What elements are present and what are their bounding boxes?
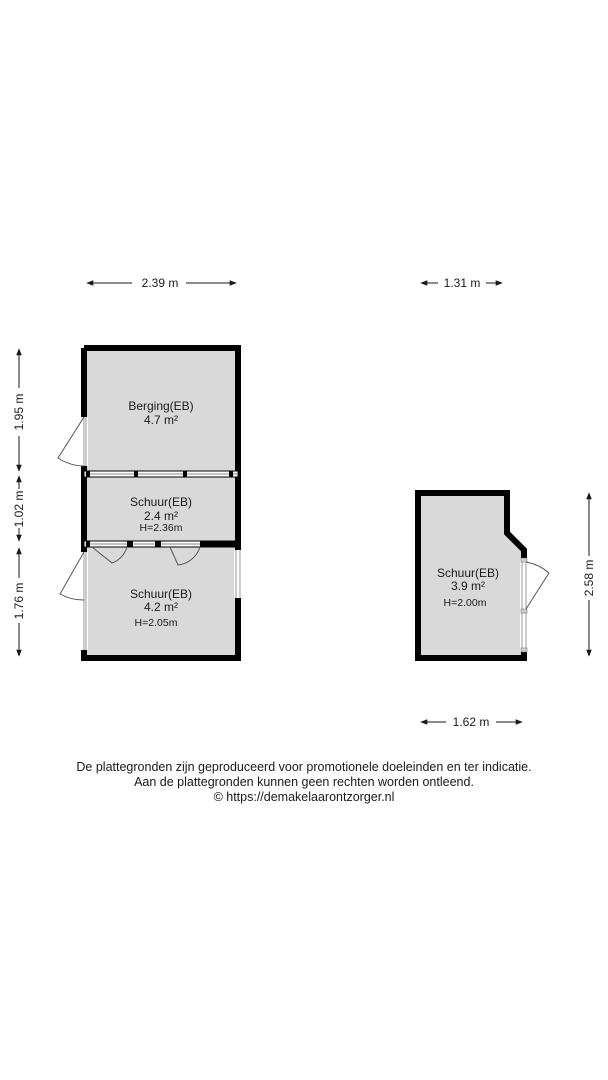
schuur-right-area: 3.9 m² (450, 579, 486, 593)
left-building (58, 348, 242, 658)
window-schuur-bottom-right (234, 550, 242, 598)
schuur-right-name: Schuur(EB) (436, 566, 500, 580)
disclaimer-line-1: De plattegronden zijn geproduceerd voor promotionele doeleinden en ter indicatie. (76, 760, 532, 774)
schuur-mid-area: 2.4 m² (143, 509, 179, 523)
disclaimer (0, 760, 608, 805)
dim-left-height-mid: 1.02 m (12, 490, 26, 528)
schuur-mid-height: H=2.36m (139, 522, 183, 534)
schuur-bottom-name: Schuur(EB) (129, 587, 193, 601)
dim-left-width: 2.39 m (141, 276, 179, 290)
door-swing-schuur-right (526, 562, 549, 609)
dim-left-height-top: 1.95 m (12, 393, 26, 431)
dim-left-height-bottom: 1.76 m (12, 582, 26, 620)
dim-right-height: 2.58 m (582, 559, 596, 597)
schuur-right-height: H=2.00m (443, 597, 487, 609)
dim-right-bottom-width: 1.62 m (452, 715, 490, 729)
disclaimer-link[interactable]: © https://demakelaarontzorger.nl (213, 790, 395, 804)
right-building (418, 493, 549, 658)
dim-right-width: 1.31 m (443, 276, 481, 290)
door-gap-schuur-right (520, 559, 528, 652)
schuur-mid-name: Schuur(EB) (129, 495, 193, 509)
divider-berging-schuur (84, 471, 238, 477)
schuur-bottom-height: H=2.05m (134, 617, 178, 629)
schuur-bottom-area: 4.2 m² (143, 600, 179, 614)
berging-name: Berging(EB) (128, 399, 194, 413)
disclaimer-line-2: Aan de plattegronden kunnen geen rechten worden ontleend. (134, 775, 474, 789)
berging-area: 4.7 m² (143, 413, 179, 427)
